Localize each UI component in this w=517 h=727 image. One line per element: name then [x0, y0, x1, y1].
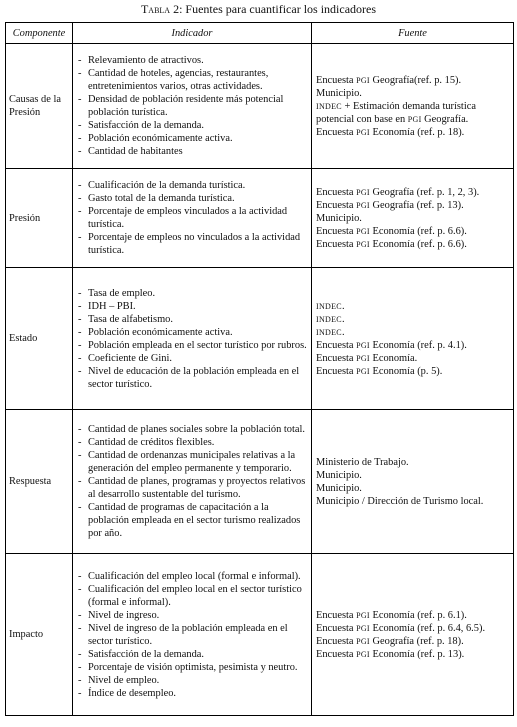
fuente-line — [316, 648, 509, 661]
fuente-abbr: INDEC — [316, 301, 342, 311]
fuente-text: . — [341, 300, 345, 312]
fuente-cell — [312, 44, 514, 169]
indicators-table — [5, 22, 514, 716]
fuente-text: Economía (ref. p. 6.6). — [369, 225, 467, 237]
fuente-list — [316, 74, 509, 139]
indicador-item: - Cantidad de hoteles, agencias, restaurantes, entretenimientos varios, otras actividades. — [78, 67, 307, 93]
fuente-line — [316, 313, 509, 326]
fuente-text: Encuesta — [316, 238, 357, 250]
fuente-line — [316, 635, 509, 648]
fuente-line — [316, 609, 509, 622]
fuente-line — [316, 100, 509, 126]
indicador-item: - Coeficiente de Gini. — [78, 352, 307, 365]
fuente-text: + Estimación demanda turística potencial con base en — [316, 100, 476, 125]
indicador-item: - Población económicamente activa. — [78, 326, 307, 339]
componente-cell: Causas de la Presión — [6, 44, 73, 169]
fuente-abbr: PGI — [356, 366, 370, 376]
fuente-abbr: PGI — [407, 114, 422, 124]
header-componente: Componente — [6, 23, 73, 44]
indicador-item: - Nivel de educación de la población empleada en el sector turístico. — [78, 365, 307, 391]
indicador-item: - Cualificación de la demanda turística. — [78, 179, 307, 192]
fuente-abbr: INDEC — [316, 314, 342, 324]
indicador-list — [78, 570, 307, 700]
fuente-line — [316, 622, 509, 635]
fuente-abbr: PGI — [356, 340, 370, 350]
fuente-cell — [312, 169, 514, 268]
indicador-item: - Cantidad de ordenanzas municipales relativas a la generación del empleo permanente y temporario. — [78, 449, 307, 475]
fuente-abbr: PGI — [356, 226, 370, 236]
fuente-text: Economía (ref. p. 18). — [369, 126, 465, 138]
fuente-list — [316, 300, 509, 378]
indicador-list — [78, 423, 307, 540]
indicador-cell — [73, 44, 312, 169]
indicador-item: - Porcentaje de empleos vinculados a la actividad turística. — [78, 205, 307, 231]
fuente-text: Economía (ref. p. 6.6). — [369, 238, 467, 250]
fuente-abbr: PGI — [356, 610, 370, 620]
fuente-text: . — [341, 313, 345, 325]
indicador-item: - Cantidad de planes, programas y proyectos relativos al desarrollo sustentable del turismo. — [78, 475, 307, 501]
indicador-cell — [73, 554, 312, 716]
fuente-line — [316, 126, 509, 139]
fuente-line — [316, 199, 509, 212]
fuente-list — [316, 609, 509, 661]
indicador-list — [78, 179, 307, 257]
fuente-abbr: INDEC — [316, 101, 342, 111]
componente-cell: Respuesta — [6, 410, 73, 554]
fuente-abbr: PGI — [356, 623, 370, 633]
fuente-text: Encuesta — [316, 339, 357, 351]
fuente-line — [316, 74, 509, 87]
indicador-item: - Cantidad de créditos flexibles. — [78, 436, 307, 449]
fuente-abbr: PGI — [356, 636, 370, 646]
componente-cell: Impacto — [6, 554, 73, 716]
indicador-item: - Nivel de ingreso de la población empleada en el sector turístico. — [78, 622, 307, 648]
fuente-line — [316, 495, 509, 508]
table-row — [6, 410, 514, 554]
indicador-item: - IDH – PBI. — [78, 300, 307, 313]
indicador-item: - Población empleada en el sector turístico por rubros. — [78, 339, 307, 352]
fuente-text: Encuesta — [316, 622, 357, 634]
table-row — [6, 554, 514, 716]
indicador-item: - Tasa de alfabetismo. — [78, 313, 307, 326]
fuente-line — [316, 339, 509, 352]
fuente-text: Encuesta — [316, 126, 357, 138]
fuente-text: Encuesta — [316, 635, 357, 647]
fuente-line — [316, 482, 509, 495]
fuente-text: . — [341, 326, 345, 338]
indicador-item: - Densidad de población residente más potencial población turística. — [78, 93, 307, 119]
componente-cell: Estado — [6, 268, 73, 410]
header-fuente: Fuente — [312, 23, 514, 44]
fuente-text: Geografía. — [421, 113, 469, 125]
indicador-item: - Población económicamente activa. — [78, 132, 307, 145]
fuente-line — [316, 469, 509, 482]
table-row — [6, 268, 514, 410]
fuente-text: Municipio. — [316, 482, 362, 494]
indicador-cell — [73, 410, 312, 554]
fuente-cell — [312, 554, 514, 716]
table-caption-label: Tabla 2: — [140, 2, 183, 16]
fuente-text: Municipio. — [316, 212, 362, 224]
fuente-line — [316, 326, 509, 339]
indicador-item: - Tasa de empleo. — [78, 287, 307, 300]
indicador-cell — [73, 268, 312, 410]
indicador-item: - Satisfacción de la demanda. — [78, 648, 307, 661]
indicador-item: - Cantidad de planes sociales sobre la población total. — [78, 423, 307, 436]
table-caption-text: Fuentes para cuantificar los indicadores — [185, 2, 377, 16]
fuente-line — [316, 212, 509, 225]
fuente-line — [316, 225, 509, 238]
indicador-item: - Porcentaje de visión optimista, pesimista y neutro. — [78, 661, 307, 674]
indicador-item: - Cualificación del empleo local en el sector turístico (formal e informal). — [78, 583, 307, 609]
fuente-text: Economía (p. 5). — [369, 365, 443, 377]
indicador-list — [78, 54, 307, 158]
indicador-item: - Satisfacción de la demanda. — [78, 119, 307, 132]
fuente-text: Encuesta — [316, 74, 357, 86]
fuente-line — [316, 456, 509, 469]
fuente-text: Encuesta — [316, 365, 357, 377]
fuente-line — [316, 238, 509, 251]
fuente-text: Geografía (ref. p. 13). — [369, 199, 464, 211]
fuente-abbr: PGI — [356, 649, 370, 659]
indicador-item: - Cantidad de habitantes — [78, 145, 307, 158]
fuente-text: Municipio / Dirección de Turismo local. — [316, 495, 484, 507]
table-row — [6, 169, 514, 268]
fuente-text: Economía (ref. p. 6.1). — [369, 609, 467, 621]
indicador-item: - Porcentaje de empleos no vinculados a la actividad turística. — [78, 231, 307, 257]
fuente-text: Encuesta — [316, 648, 357, 660]
indicador-item: - Nivel de ingreso. — [78, 609, 307, 622]
fuente-text: Geografía (ref. p. 1, 2, 3). — [369, 186, 480, 198]
indicador-item: - Nivel de empleo. — [78, 674, 307, 687]
header-indicador: Indicador — [73, 23, 312, 44]
header-row — [6, 23, 514, 44]
fuente-text: Encuesta — [316, 199, 357, 211]
indicador-cell — [73, 169, 312, 268]
componente-cell: Presión — [6, 169, 73, 268]
fuente-text: Economía (ref. p. 4.1). — [369, 339, 467, 351]
fuente-text: Encuesta — [316, 225, 357, 237]
fuente-line — [316, 300, 509, 313]
fuente-text: Ministerio de Trabajo. — [316, 456, 409, 468]
fuente-abbr: PGI — [356, 353, 370, 363]
fuente-abbr: PGI — [356, 200, 370, 210]
fuente-text: Municipio. — [316, 87, 362, 99]
indicador-item: - Gasto total de la demanda turística. — [78, 192, 307, 205]
fuente-cell — [312, 268, 514, 410]
fuente-list — [316, 186, 509, 251]
fuente-text: Economía. — [369, 352, 418, 364]
indicador-item: - Cantidad de programas de capacitación a la población empleada en el sector turismo realizados por año. — [78, 501, 307, 540]
fuente-abbr: PGI — [356, 239, 370, 249]
fuente-text: Encuesta — [316, 186, 357, 198]
fuente-text: Encuesta — [316, 609, 357, 621]
fuente-line — [316, 352, 509, 365]
fuente-text: Economía (ref. p. 6.4, 6.5). — [369, 622, 486, 634]
fuente-text: Economía (ref. p. 13). — [369, 648, 465, 660]
fuente-text: Geografía(ref. p. 15). — [369, 74, 462, 86]
fuente-line — [316, 186, 509, 199]
indicador-item: - Índice de desempleo. — [78, 687, 307, 700]
fuente-text: Geografía (ref. p. 18). — [369, 635, 464, 647]
table-caption — [0, 2, 517, 16]
indicador-list — [78, 287, 307, 391]
fuente-text: Municipio. — [316, 469, 362, 481]
fuente-list — [316, 456, 509, 508]
fuente-line — [316, 87, 509, 100]
fuente-text: Encuesta — [316, 352, 357, 364]
fuente-abbr: PGI — [356, 127, 370, 137]
indicador-item: - Cualificación del empleo local (formal e informal). — [78, 570, 307, 583]
indicador-item: - Relevamiento de atractivos. — [78, 54, 307, 67]
fuente-abbr: PGI — [356, 75, 370, 85]
fuente-line — [316, 365, 509, 378]
fuente-abbr: INDEC — [316, 327, 342, 337]
fuente-cell — [312, 410, 514, 554]
fuente-abbr: PGI — [356, 187, 370, 197]
table-row — [6, 44, 514, 169]
table-body — [6, 44, 514, 716]
